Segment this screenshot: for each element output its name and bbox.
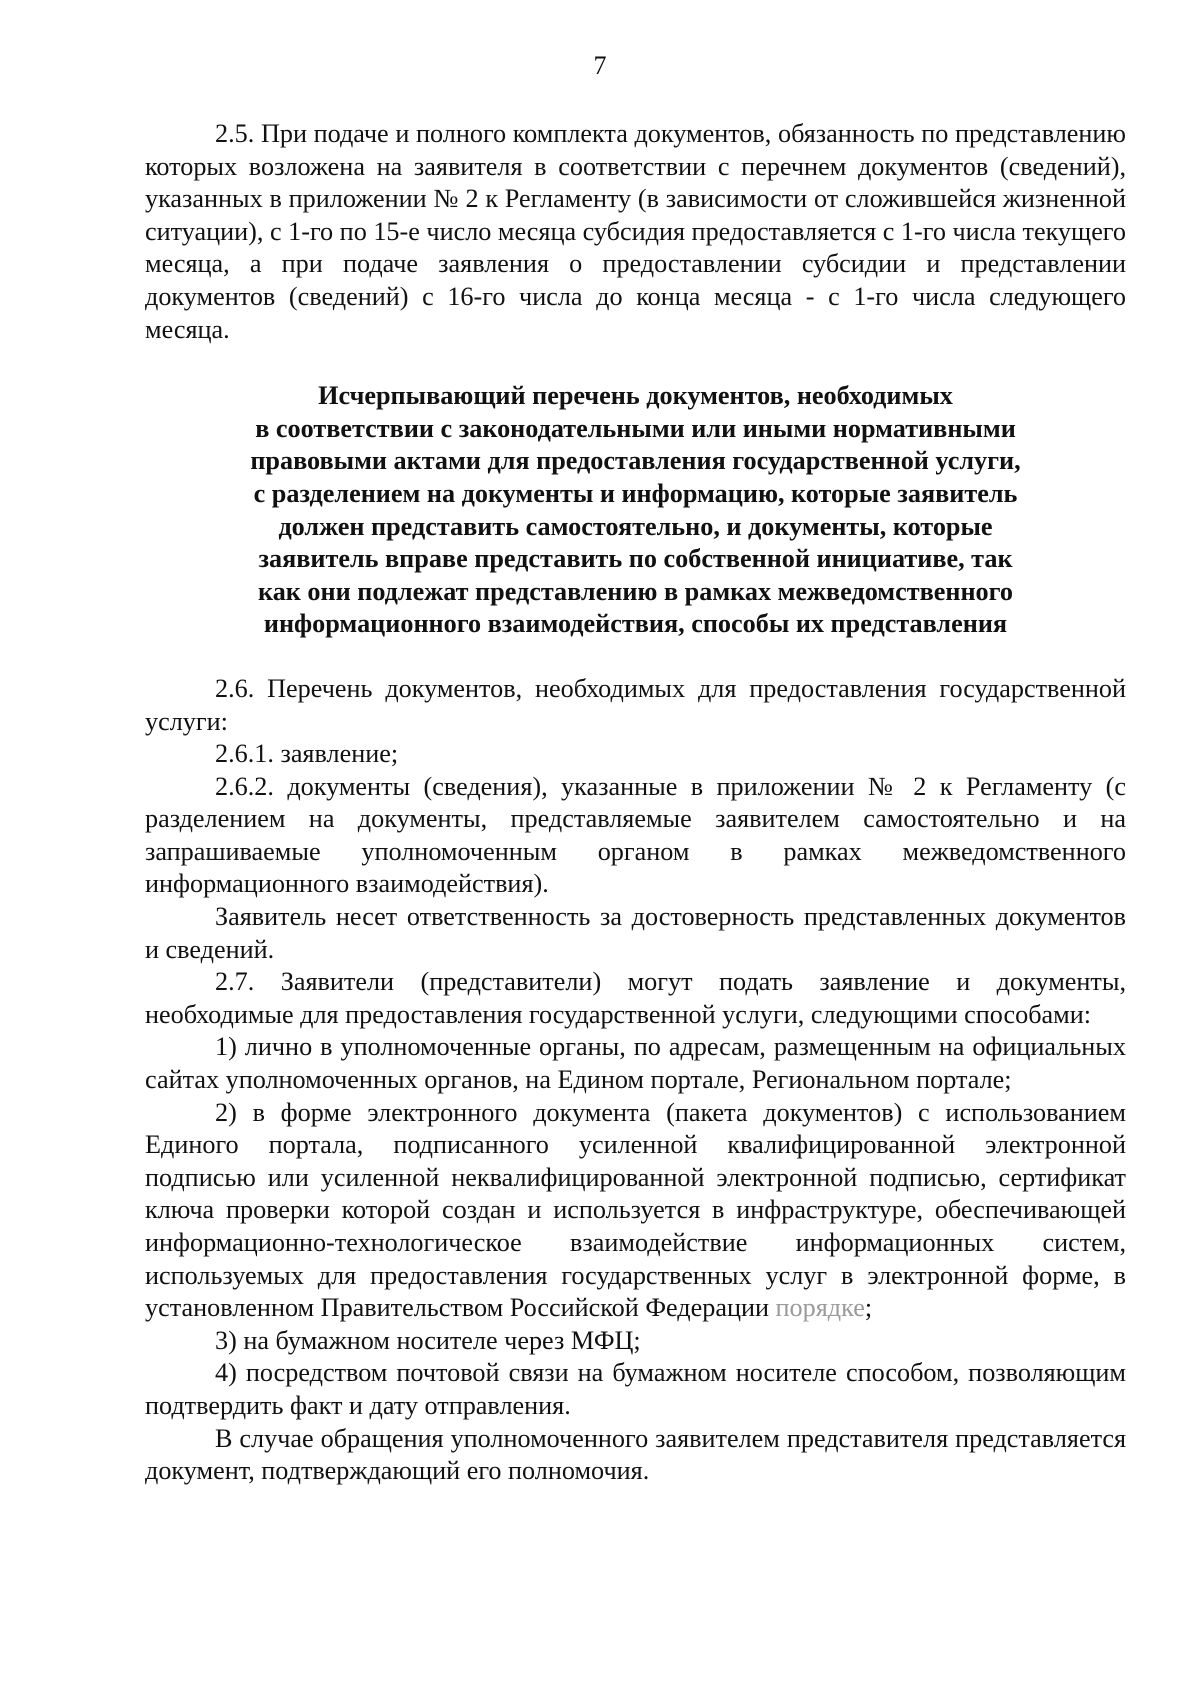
- heading-line: в соответствии с законодательными или иными нормативными: [255, 413, 1016, 443]
- list-item-2-text: 2) в форме электронного документа (пакета документов) с использованием Единого портала, подписанного усиленной квалифицированной электронной подписью или усиленной неквалифицированной электронной подписью, сертификат ключа проверки которой создан и используется в инфраструктуре, обеспечивающей информационно-технологическое взаимодействие информационных систем, используемых для предоставления государственных услуг в электронной форме, в установленном Правительством Российской Федерации: [145, 1097, 1126, 1323]
- paragraph-2-7: 2.7. Заявители (представители) могут подать заявление и документы, необходимые для предоставления государственной услуги, следующими способами:: [145, 967, 1126, 1029]
- list-item-1: 1) лично в уполномоченные органы, по адресам, размещенным на официальных сайтах уполномоченных органов, на Едином портале, Региональном портале;: [145, 1032, 1126, 1095]
- heading-line: должен представить самостоятельно, и документы, которые: [278, 511, 993, 541]
- list-item-3: 3) на бумажном носителе через МФЦ;: [215, 1325, 641, 1355]
- paragraph-2-6-1: 2.6.1. заявление;: [215, 739, 399, 769]
- list-item-4: 4) посредством почтовой связи на бумажном носителе способом, позволяющим подтвердить факт и дату отправления.: [145, 1358, 1126, 1420]
- heading-line: информационного взаимодействия, способы их представления: [263, 609, 1008, 639]
- paragraph-responsibility: Заявитель несет ответственность за достоверность представленных документов и сведений.: [145, 902, 1126, 964]
- document-body: [145, 118, 1126, 1488]
- heading-line: заявитель вправе представить по собственной инициативе, так: [258, 544, 1013, 574]
- page-number: 7: [593, 51, 607, 80]
- heading-line: с разделением на документы и информацию, которые заявитель: [253, 478, 1018, 508]
- paragraph-representative: В случае обращения уполномоченного заявителем представителя представляется документ, подтверждающий его полномочия.: [145, 1423, 1126, 1486]
- heading-line: правовыми актами для предоставления государственной услуги,: [250, 446, 1021, 476]
- paragraph-2-6-2: 2.6.2. документы (сведения), указанные в приложении № 2 к Регламенту (с разделением на документы, представляемые заявителем самостоятельно и на запрашиваемые уполномоченным органом в рамках межведомственного информационного взаимодействия).: [145, 771, 1126, 899]
- list-item-2-end: ;: [864, 1293, 873, 1323]
- list-item-2: [145, 1097, 1126, 1325]
- heading-line: Исчерпывающий перечень документов, необходимых: [318, 381, 953, 411]
- paragraph-2-6: 2.6. Перечень документов, необходимых для предоставления государственной услуги:: [145, 673, 1126, 736]
- heading-line: как они подлежат представлению в рамках межведомственного: [258, 576, 1013, 606]
- section-heading: [145, 380, 1126, 641]
- paragraph-2-5: 2.5. При подаче и полного комплекта документов, обязанность по представлению которых возложена на заявителя в соответствии с перечнем документов (сведений), указанных в приложении № 2 к Регламенту (в зависимости от сложившейся жизненной ситуации), с 1-го по 15-е число месяца субсидия предоставляется с 1-го числа текущего месяца, а при подаче заявления о предоставлении субсидии и представлении документов (сведений) с 16-го числа до конца месяца - с 1-го числа следующего месяца.: [145, 119, 1126, 344]
- faded-word: порядке: [775, 1293, 865, 1323]
